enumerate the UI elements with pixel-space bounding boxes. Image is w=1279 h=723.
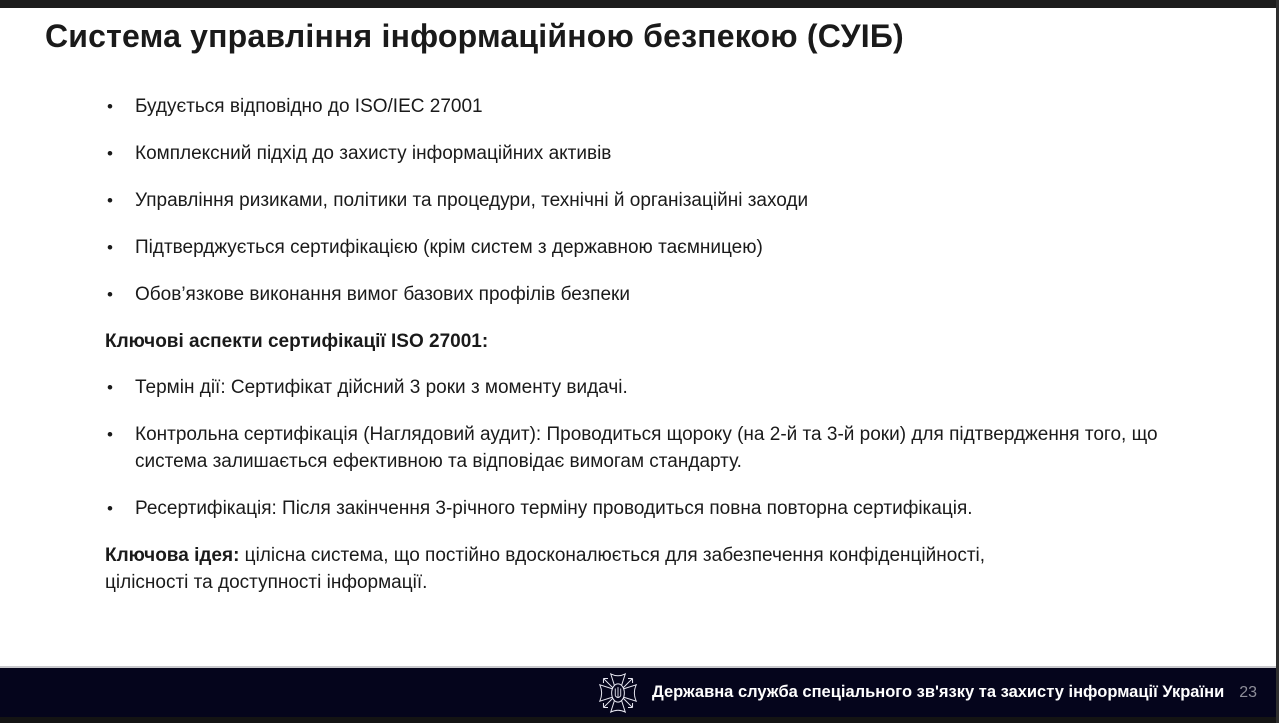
list-item <box>105 140 1180 167</box>
slide-content <box>45 93 1180 596</box>
bullet-icon: • <box>107 285 113 304</box>
slide-body <box>0 8 1279 666</box>
page-number: 23 <box>1239 683 1257 701</box>
key-idea-paragraph <box>105 542 1005 596</box>
slide-bottom-border <box>0 717 1279 723</box>
bullet-text: Управління ризиками, політики та процедури, технічні й організаційні заходи <box>135 190 809 211</box>
list-item <box>105 495 1180 522</box>
bullet-icon: • <box>107 499 113 518</box>
bullet-icon: • <box>107 378 113 397</box>
footer-bar <box>0 668 1279 717</box>
bullet-text: Термін дії: Сертифікат дійсний 3 роки з моменту видачі. <box>135 377 628 398</box>
slide-top-border <box>0 0 1279 8</box>
slide-title: Система управління інформаційною безпекою (СУІБ) <box>45 18 904 54</box>
bullet-icon: • <box>107 238 113 257</box>
bullet-icon: • <box>107 144 113 163</box>
certification-subheading: Ключові аспекти сертифікації ISO 27001: <box>105 331 489 352</box>
bullet-icon: • <box>107 191 113 210</box>
bullet-list-main <box>105 93 1180 308</box>
list-item <box>105 281 1180 308</box>
bullet-text: Комплексний підхід до захисту інформаційних активів <box>135 143 612 164</box>
sssc-ukraine-emblem-icon <box>598 672 638 714</box>
bullet-icon: • <box>107 97 113 116</box>
footer-organization-name: Державна служба спеціального зв'язку та захисту інформації України <box>652 683 1225 701</box>
bullet-list-certification <box>105 374 1180 522</box>
bullet-text: Ресертифікація: Після закінчення 3-річного терміну проводиться повна повторна сертифікація. <box>135 498 973 519</box>
bullet-text: Обов’язкове виконання вимог базових профілів безпеки <box>135 284 630 305</box>
bullet-text: Підтверджується сертифікацією (крім систем з державною таємницею) <box>135 237 763 258</box>
list-item <box>105 234 1180 261</box>
key-idea-label: Ключова ідея: <box>105 545 240 566</box>
list-item <box>105 187 1180 214</box>
bullet-text: Будується відповідно до ISO/IEC 27001 <box>135 96 483 117</box>
key-idea-text: цілісна система, що постійно вдосконалюється для забезпечення конфіденційності, цілісності та доступності інформації. <box>105 545 986 593</box>
list-item <box>105 374 1180 401</box>
bullet-text: Контрольна сертифікація (Наглядовий аудит): Проводиться щороку (на 2-й та 3-й роки) для підтвердження того, що система залишається ефективною та відповідає вимогам стандарту. <box>135 424 1158 472</box>
bullet-icon: • <box>107 425 113 444</box>
list-item <box>105 421 1180 475</box>
list-item <box>105 93 1180 120</box>
